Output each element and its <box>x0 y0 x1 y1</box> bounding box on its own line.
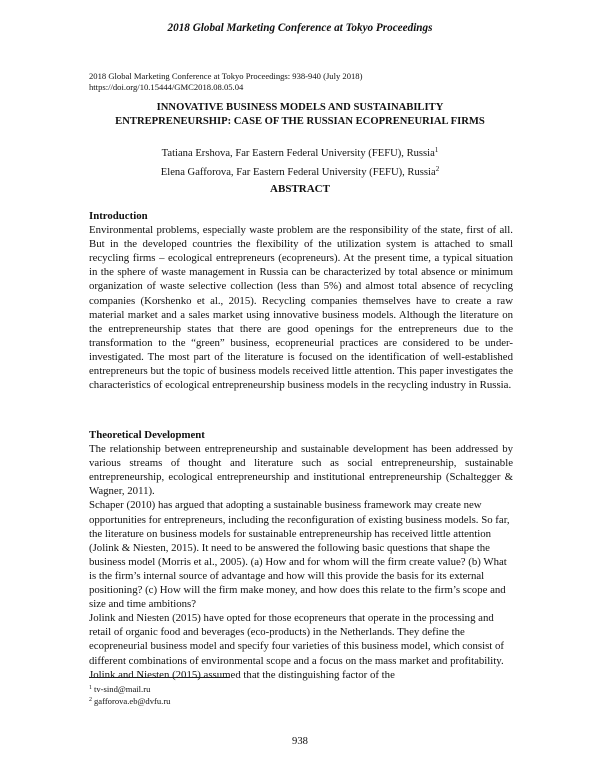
footnotes <box>89 683 170 707</box>
author-1 <box>60 143 540 162</box>
footnote-2-mark: 2 <box>89 697 92 703</box>
introduction-heading: Introduction <box>89 210 148 222</box>
theoretical-paragraph-3: Jolink and Niesten (2015) have opted for those ecopreneurs that operate in the processing and retail of organic food and beverages (eco-products) in the Netherlands. They define the ecopreneurial business model and specify four varieties of this business model, which consist of different combinations of environmental scope and a focus on the mass market and profitability. Jolink and Niesten (2015) assumed that the distinguishing factor of the <box>89 612 504 681</box>
page-number: 938 <box>292 736 308 747</box>
author-1-text: Tatiana Ershova, Far Eastern Federal University (FEFU), Russia <box>161 148 435 159</box>
title-line-1: INNOVATIVE BUSINESS MODELS AND SUSTAINABILITY <box>156 102 444 113</box>
footnote-2-email[interactable]: gafforova.eb@dvfu.ru <box>94 696 171 706</box>
author-2-footnote-mark[interactable]: 2 <box>435 164 440 173</box>
footnote-2 <box>89 695 170 707</box>
theoretical-paragraph-1: The relationship between entrepreneurship and sustainable development has been addressed by various streams of thought and literature such as social entrepreneurship, sustainable entrepreneurship, ecological entrepreneurship and institutional entrepreneurship (Schaltegger & Wagner, 2011). <box>89 443 513 498</box>
author-list <box>60 143 540 180</box>
introduction-section <box>89 209 513 392</box>
author-2-text: Elena Gafforova, Far Eastern Federal University (FEFU), Russia <box>160 166 436 178</box>
theoretical-development-section <box>89 428 513 682</box>
footnote-1 <box>89 683 170 695</box>
abstract-heading: ABSTRACT <box>270 183 330 195</box>
footnote-1-email[interactable]: tv-sind@mail.ru <box>94 684 151 694</box>
doi-link[interactable]: https://doi.org/10.15444/GMC2018.08.05.04 <box>89 81 244 92</box>
footnote-1-mark: 1 <box>89 685 92 691</box>
citation-line: 2018 Global Marketing Conference at Tokyo Proceedings: 938-940 (July 2018) <box>89 71 363 81</box>
introduction-paragraph: Environmental problems, especially waste problem are the responsibility of the state, first of all. But in the developed countries the flexibility of the utilization system is attached to small recycling firms – ecological entrepreneurs (ecopreneurs). At the present time, a typical situation in the sphere of waste management in Russia can be characterized by total absence or minimum organization of waste selective collection (less than 5%) and almost total absence of recycling companies (Korshenko et al., 2015). Recycling companies themselves have to create a raw material market and a sales market using innovative business models. Although the literature on the entrepreneurship states that there are good openings for the entrepreneurs due to the transformation to the “green” business, ecopreneurial practices are considered to be under-investigated. The most part of the literature is focused on the identification of well-established entrepreneurs but the topic of business models received little attention. This paper investigates the characteristics of ecological entrepreneurship business models in the recycling industry in Russia. <box>89 224 513 392</box>
author-2 <box>60 162 540 181</box>
paper-title <box>60 101 540 129</box>
title-line-2: ENTREPRENEURSHIP: CASE OF THE RUSSIAN ECOPRENEURIAL FIRMS <box>115 116 485 127</box>
author-1-footnote-mark[interactable]: 1 <box>434 146 439 154</box>
theoretical-development-heading: Theoretical Development <box>89 429 205 441</box>
footnote-divider <box>89 677 229 678</box>
running-head: 2018 Global Marketing Conference at Tokyo Proceedings <box>167 22 433 34</box>
theoretical-paragraph-2: Schaper (2010) has argued that adopting a sustainable business framework may create new opportunities for entrepreneurs, including the reconfiguration of existing business models. So far, the literature on business models for sustainable entrepreneurship has received little attention (Jolink & Niesten, 2015). It need to be answered the following basic questions that shape the business model (Morris et al., 2005). (a) How and for whom will the firm create value? (b) What is the firm’s internal source of advantage and how will this provide the basis for its external positioning? (c) How will the firm make money, and how does this relate to the firm’s scope and size and time ambitions? <box>89 499 510 611</box>
citation-block <box>89 71 529 92</box>
